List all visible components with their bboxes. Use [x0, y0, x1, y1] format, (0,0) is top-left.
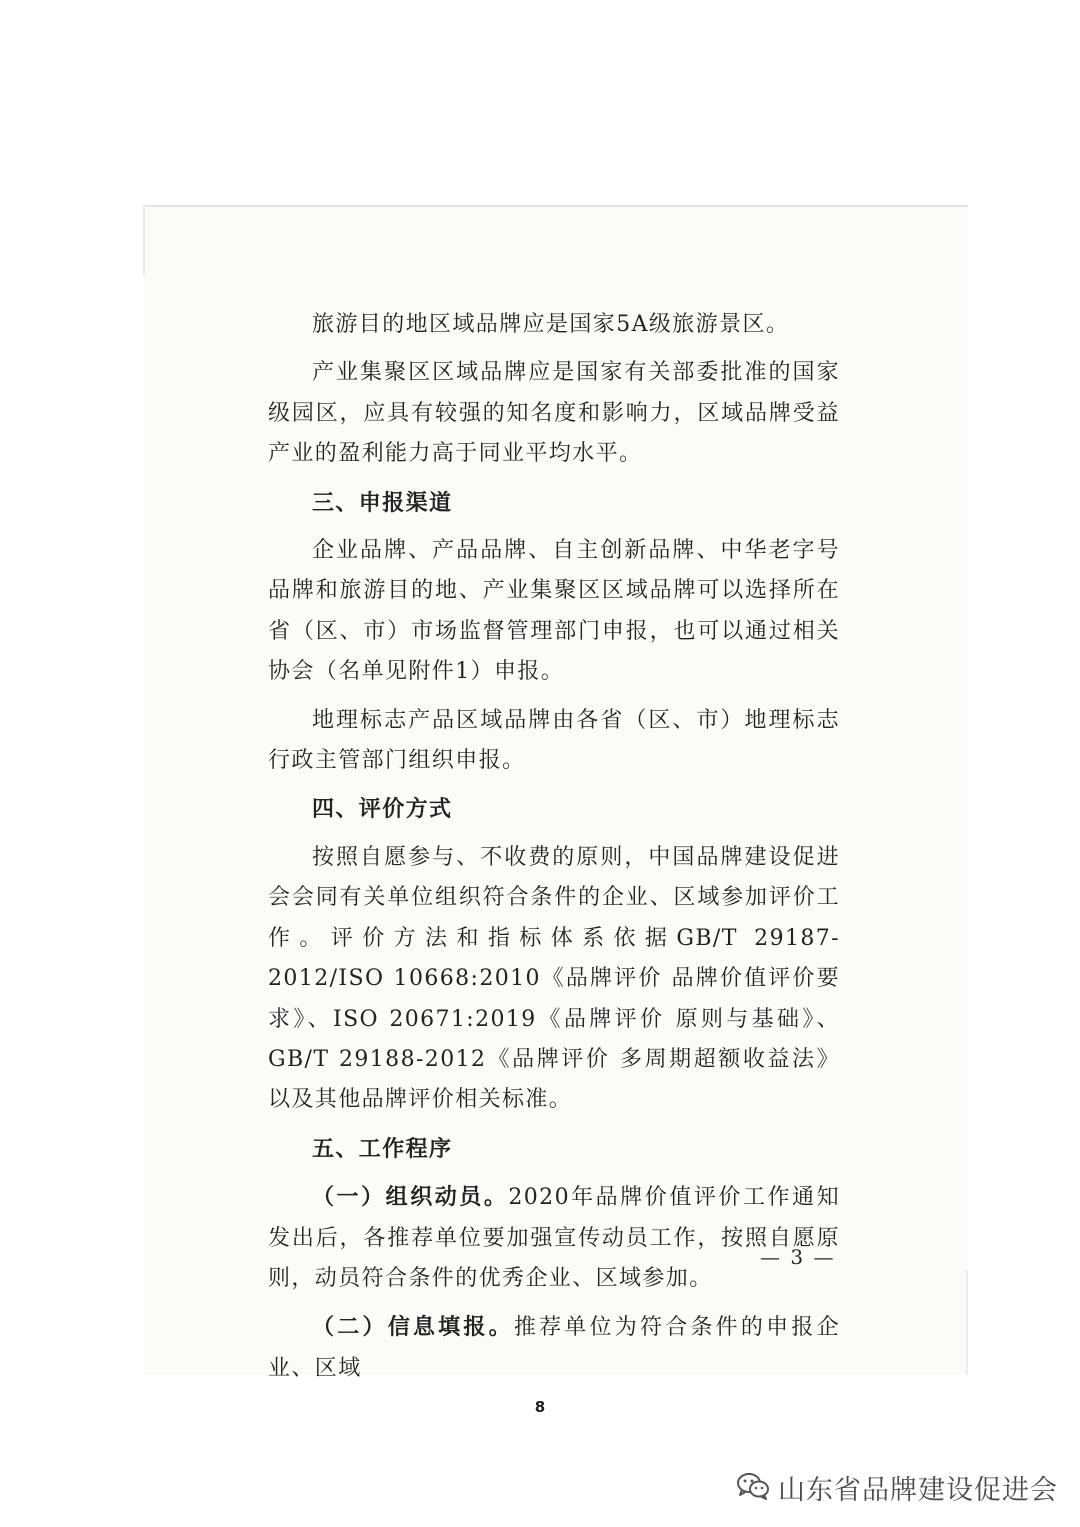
lead-info-filling: （二）信息填报。 [312, 1314, 514, 1341]
inner-page-number: — 3 — [760, 1245, 836, 1269]
paragraph-tourism: 旅游目的地区域品牌应是国家5A级旅游景区。 [312, 312, 790, 337]
outer-page-number: 8 [534, 1398, 546, 1416]
wechat-icon [736, 1472, 770, 1504]
scan-edge-top [143, 205, 968, 207]
watermark-text: 山东省品牌建设促进会 [778, 1475, 1058, 1506]
paragraph-mobilization [268, 1177, 840, 1299]
document-body [268, 305, 840, 1389]
paragraph-geo-indication: 地理标志产品区域品牌由各省（区、市）地理标志行政主管部门组织申报。 [268, 707, 840, 774]
text-mobilization: 2020年品牌价值评价工作通知发出后，各推荐单位要加强宣传动员工作，按照自愿原则，动员符合条件的优秀企业、区域参加。 [268, 1185, 840, 1291]
wechat-watermark [736, 1468, 1058, 1507]
paragraph-info-filling [268, 1307, 840, 1389]
lead-mobilization: （一）组织动员。 [312, 1184, 509, 1211]
heading-evaluation-method: 四、评价方式 [312, 796, 453, 823]
heading-work-procedure: 五、工作程序 [312, 1135, 453, 1162]
scan-edge-left [143, 205, 145, 275]
paragraph-evaluation: 按照自愿参与、不收费的原则，中国品牌建设促进会会同有关单位组织符合条件的企业、区域参加评价工作。评价方法和指标体系依据GB/T 29187-2012/ISO 10668:2010《品牌评价 品牌价值评价要求》、ISO 20671:2019《品牌评价 原则与基础》、GB/T 29188-2012《品牌评价 多周期超额收益法》以及其他品牌评价相关标准。 [268, 844, 840, 1113]
text-info-filling: 推荐单位为符合条件的申报企业、区域 [268, 1315, 841, 1381]
heading-application-channels: 三、申报渠道 [312, 489, 453, 516]
scan-edge-right [966, 1270, 968, 1375]
paragraph-channels: 企业品牌、产品品牌、自主创新品牌、中华老字号品牌和旅游目的地、产业集聚区区域品牌可以选择所在省（区、市）市场监督管理部门申报，也可以通过相关协会（名单见附件1）申报。 [268, 538, 840, 685]
paragraph-industry-cluster: 产业集聚区区域品牌应是国家有关部委批准的国家级园区，应具有较强的知名度和影响力，区域品牌受益产业的盈利能力高于同业平均水平。 [268, 360, 840, 467]
